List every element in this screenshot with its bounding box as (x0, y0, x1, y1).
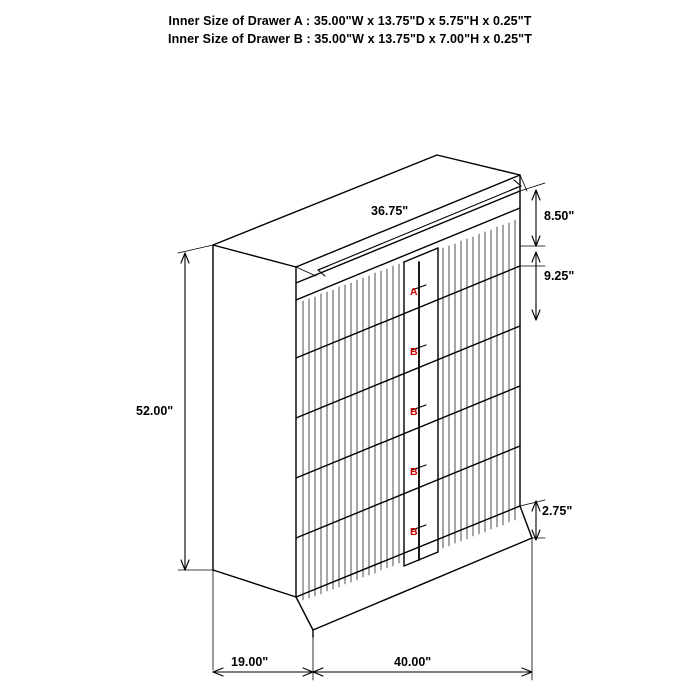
label-base-section: 2.75" (542, 504, 573, 518)
dim-second-section (532, 252, 540, 320)
cabinet-bottom-left-edge (213, 570, 296, 597)
dim-top-section (532, 190, 540, 246)
label-depth: 19.00" (231, 655, 269, 669)
drawer-seam-4 (296, 446, 520, 538)
drawer-seam-1 (296, 266, 520, 358)
dim-depth (213, 668, 313, 676)
label-second-section: 9.25" (544, 269, 575, 283)
drawer-label-2: B (410, 346, 418, 358)
cabinet-front-divider (296, 208, 520, 300)
drawer-label-5: B (410, 526, 418, 538)
dim-base-section (532, 501, 540, 540)
label-total-height: 52.00" (136, 404, 174, 418)
fluting-left-group (303, 264, 399, 600)
drawer-seam-2 (296, 326, 520, 418)
label-top-section: 8.50" (544, 209, 575, 223)
dim-total-height-ext (178, 245, 213, 570)
dim-total-height (181, 253, 189, 570)
drawer-b-spec: Inner Size of Drawer B : 35.00"W x 13.75"D x 7.00"H x 0.25"T (168, 32, 532, 46)
drawer-a-spec: Inner Size of Drawer A : 35.00"W x 13.75"D x 5.75"H x 0.25"T (168, 14, 532, 28)
dim-top-width-ext (296, 175, 527, 276)
cabinet-bottom-front-edge (296, 506, 520, 597)
drawer-label-4: B (410, 466, 418, 478)
label-width: 40.00" (394, 655, 432, 669)
drawer-seam-3 (296, 386, 520, 478)
handle-column-top (404, 248, 438, 262)
label-top-width: 36.75" (371, 204, 409, 218)
cabinet-plinth (296, 506, 532, 630)
dim-width (313, 668, 532, 676)
drawer-label-1: A (410, 286, 418, 298)
handle-column-bottom (404, 552, 438, 566)
drawer-label-3: B (410, 406, 418, 418)
fluting-right-group (443, 220, 515, 548)
